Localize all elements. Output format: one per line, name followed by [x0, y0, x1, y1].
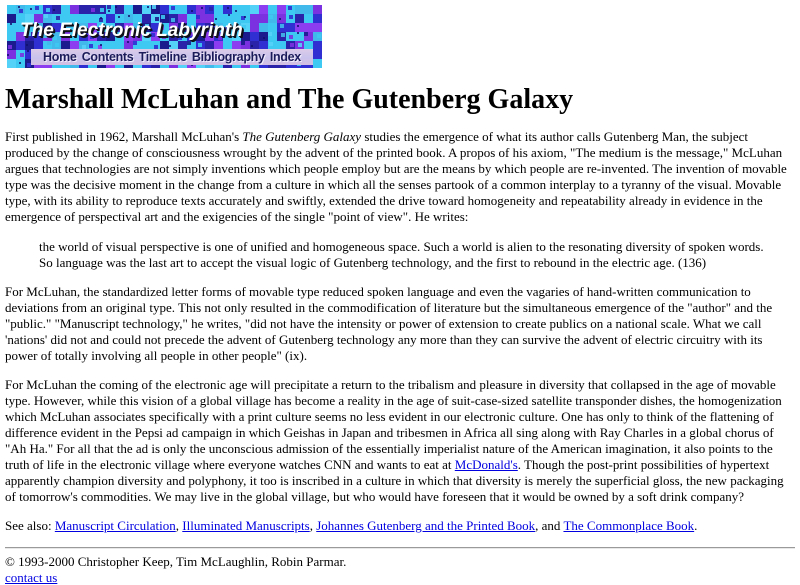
paragraph-intro — [5, 129, 795, 225]
nav-timeline[interactable]: Timeline — [138, 50, 187, 64]
quote-gutenberg-galaxy: the world of visual perspective is one of unified and homogeneous space. Such a world is alien to the resonating diversity of spoken words. So language was the last art to accept the visual logic of Gutenberg technology, and the first to rebound in the electric age. (136) — [39, 239, 764, 270]
text-segment: First published in 1962, Marshall McLuhan's — [5, 129, 243, 144]
footer-divider — [5, 547, 795, 549]
link-illuminated-manuscripts[interactable]: Illuminated Manuscripts — [182, 518, 310, 533]
nav-home[interactable]: Home — [43, 50, 77, 64]
copyright-text: © 1993-2000 Christopher Keep, Tim McLaughlin, Robin Parmar. — [5, 554, 347, 569]
nav-bibliography[interactable]: Bibliography — [191, 50, 265, 64]
text-segment: For McLuhan the coming of the electronic age will precipitate a return to the tribalism and pleasure in diversity that collapsed in the age of movable type. However, while this vision of a global village has become a reality in the age of suit-case-sized satellite transponder dishes, the homogenization which McLuhan associates specifically with a print culture seems no less evident in our electronic culture. One has only to think of the flattening of difference evident in the Pepsi ad campaign in which Geishas in Japan and tribesmen in Africa all sing along with Ray Charles in a global chorus of "Ah Ha." For all that the ad is only the unconscious admission of the essentially imperialist nature of the American imagination, it also points to the truth of life in the electronic village where everyone watches CNN and wants to eat at — [5, 377, 782, 472]
paragraph-standardized-type — [5, 284, 795, 364]
site-title: The Electronic Labyrinth — [20, 20, 243, 41]
text-segment: studies the emergence of what its author calls Gutenberg Man, the subject produced by the change of consciousness wrought by the advent of the printed book. A propos of his axiom, "The medium is the message," McLuhan argues that technologies are not simply inventions which people employ but are the means by which people are re-invented. The invention of movable type was the decisive moment in the change from a culture in which all the senses partook of a common interplay to a tyranny of the visual. Movable type, with its ability to reproduce texts accurately and swiftly, extended the drive toward homogeneity and repeatability already in evidence in the emergence of perspectival art and the exigencies of the single "point of view". He writes: — [5, 129, 787, 224]
text-segment: , and — [535, 518, 564, 533]
text-segment: See also: — [5, 518, 55, 533]
link-mcdonalds[interactable]: McDonald's — [454, 457, 518, 472]
text-segment: For McLuhan, the standardized letter forms of movable type reduced spoken language and even the vagaries of hand-written communication to deviations from an original type. This not only resulted in the commodification of literature but the simultaneous emergence of the "author" and the "public." "Manuscript technology," he writes, "did not have the intensity or power of extension to create publics on a national scale. What we call 'nations' did not and could not precede the advent of Gutenberg technology any more than they can survive the advent of electric circuitry with its power of totally involving all people in other people" (ix). — [5, 284, 773, 363]
text-segment: . — [694, 518, 698, 533]
site-banner — [7, 5, 322, 68]
paragraph-electronic-age — [5, 377, 795, 505]
nav-contents[interactable]: Contents — [81, 50, 134, 64]
link-commonplace-book[interactable]: The Commonplace Book — [563, 518, 695, 533]
banner-nav — [31, 49, 313, 65]
text-segment: , — [309, 518, 317, 533]
text-segment: . Though the post-print possibilities of hypertext apparently champion diversity and polyphony, it too is inscribed in a culture in which that diversity is merely the superficial gloss, the new packaging of tomorrow's commodities. We may live in the global village, but who would have foreseen that it would be owned by a soft drink company? — [5, 457, 784, 504]
nav-index[interactable]: Index — [269, 50, 301, 64]
link-manuscript-circulation[interactable]: Manuscript Circulation — [54, 518, 176, 533]
text-segment: , — [175, 518, 183, 533]
link-johannes-gutenberg[interactable]: Johannes Gutenberg and the Printed Book — [316, 518, 536, 533]
contact-us-link[interactable]: contact us — [5, 570, 58, 585]
italic-text: The Gutenberg Galaxy — [242, 129, 362, 144]
footer — [5, 554, 795, 585]
page-title: Marshall McLuhan and The Gutenberg Galaxy — [5, 84, 574, 115]
see-also — [5, 518, 795, 534]
